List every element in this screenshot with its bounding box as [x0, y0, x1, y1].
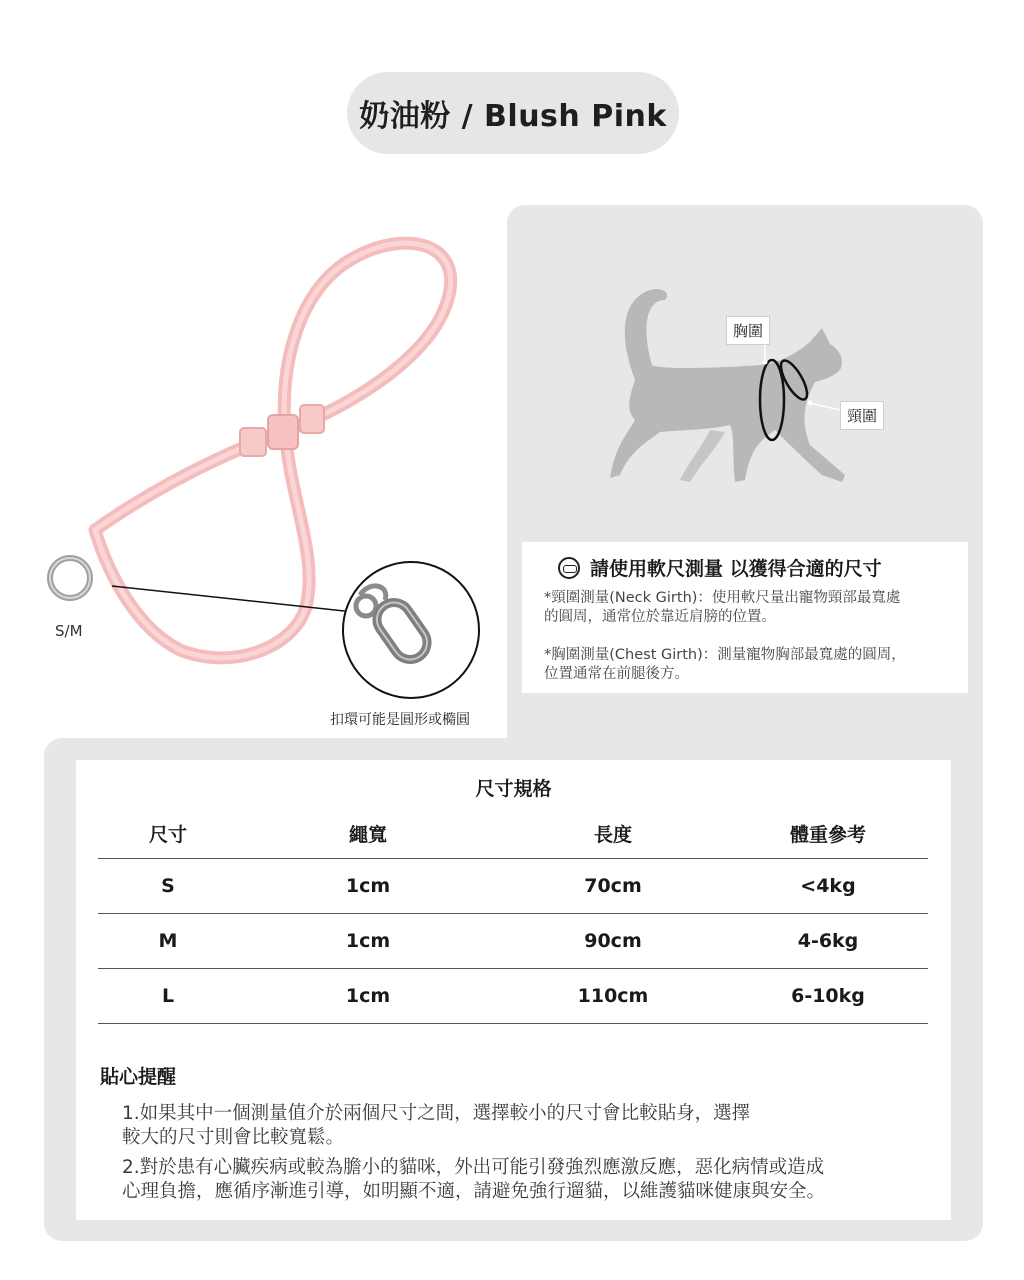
- table-cell: 1cm: [238, 858, 498, 913]
- neck-girth-label: 頸圍: [840, 401, 884, 430]
- table-cell: <4kg: [728, 858, 928, 913]
- table-cell: L: [98, 968, 238, 1023]
- tip-1: 1.如果其中一個測量值介於兩個尺寸之間，選擇較小的尺寸會比較貼身，選擇 較大的尺寸則會比較寬鬆。: [122, 1103, 751, 1148]
- measure-instructions: [522, 542, 968, 693]
- header-width: 繩寬: [238, 810, 498, 858]
- table-cell: S: [98, 858, 238, 913]
- table-row: [98, 913, 928, 968]
- chest-girth-label: 胸圍: [726, 316, 770, 345]
- buckle-note: 扣環可能是圓形或橢圓: [330, 712, 470, 728]
- table-cell: 90cm: [498, 913, 728, 968]
- table-cell: 70cm: [498, 858, 728, 913]
- cat-silhouette: [560, 270, 960, 540]
- table-cell: 110cm: [498, 968, 728, 1023]
- color-title-pill: 奶油粉 / Blush Pink: [347, 72, 679, 154]
- neck-girth-instruction: *頸圍測量(Neck Girth)：使用軟尺量出寵物頸部最寬處 的圓周，通常位於靠近肩膀的位置。: [544, 590, 901, 625]
- table-header-row: [98, 810, 928, 858]
- header-length: 長度: [498, 810, 728, 858]
- size-label-sm: S/M: [55, 622, 83, 640]
- table-row: [98, 968, 928, 1023]
- table-cell: 6-10kg: [728, 968, 928, 1023]
- size-spec-card: [76, 760, 951, 1220]
- tip-2: 2.對於患有心臟疾病或較為膽小的貓咪，外出可能引發強烈應激反應，惡化病情或造成 心理負擔，應循序漸進引導，如明顯不適，請避免強行遛貓，以維護貓咪健康與安全。: [122, 1157, 826, 1202]
- size-table-title: 尺寸規格: [475, 778, 552, 800]
- harness-illustration: [0, 200, 520, 740]
- table-cell: 1cm: [238, 968, 498, 1023]
- table-cell: 4-6kg: [728, 913, 928, 968]
- measure-title: 請使用軟尺測量 以獲得合適的尺寸: [558, 554, 950, 581]
- table-row: [98, 858, 928, 913]
- chest-girth-instruction: *胸圍測量(Chest Girth)：測量寵物胸部最寬處的圓周， 位置通常在前腿後方。: [544, 647, 906, 682]
- table-cell: 1cm: [238, 913, 498, 968]
- zoom-circle: [343, 562, 479, 698]
- size-table: [98, 810, 928, 1024]
- pointer-line: [112, 586, 372, 614]
- table-cell: M: [98, 913, 238, 968]
- header-weight: 體重參考: [728, 810, 928, 858]
- tips-title: 貼心提醒: [100, 1066, 177, 1088]
- header-size: 尺寸: [98, 810, 238, 858]
- measuring-tape-icon: [558, 557, 580, 579]
